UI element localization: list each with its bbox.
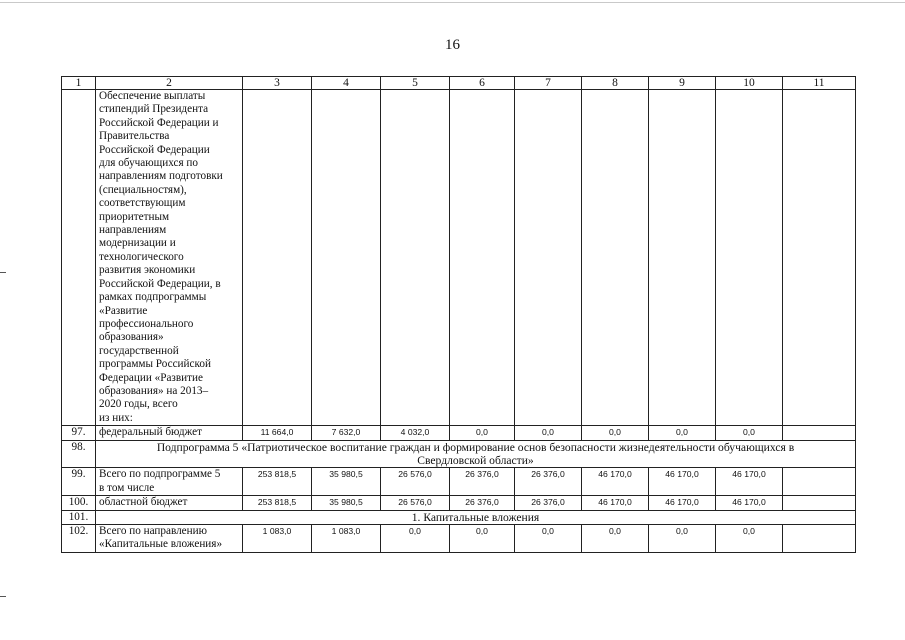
value-cell: 11 664,0 [243, 426, 312, 440]
item-name-line: (специальностям), [99, 183, 187, 196]
row-number: 102. [62, 525, 96, 553]
item-name [96, 525, 243, 553]
value-cell: 35 980,5 [312, 496, 381, 510]
item-name-line: направлениям [99, 224, 167, 237]
item-name-line: областной бюджет [99, 496, 188, 509]
row-number: 97. [62, 426, 96, 440]
table-row [62, 90, 856, 426]
column-header: 11 [783, 77, 856, 90]
value-cell [515, 90, 582, 426]
item-name-line: для обучающихся по [99, 157, 198, 170]
left-edge-mark [0, 596, 6, 597]
column-header: 10 [716, 77, 783, 90]
value-cell: 1 083,0 [243, 525, 312, 553]
value-cell: 46 170,0 [716, 468, 783, 496]
value-cell: 0,0 [582, 525, 649, 553]
item-name [96, 90, 243, 426]
column-header: 2 [96, 77, 243, 90]
column-header: 5 [381, 77, 450, 90]
column-header: 8 [582, 77, 649, 90]
value-cell [783, 525, 856, 553]
page-number: 16 [445, 37, 460, 53]
item-name-line: Российской Федерации [99, 143, 210, 156]
item-name-line: стипендий Президента [99, 103, 209, 116]
value-cell: 26 576,0 [381, 496, 450, 510]
header-row [62, 77, 856, 90]
budget-table [61, 76, 856, 553]
item-name-line: «Капитальные вложения» [99, 538, 223, 551]
item-name-line: Обеспечение выплаты [99, 90, 206, 102]
column-header: 9 [649, 77, 716, 90]
item-name-line: приоритетным [99, 210, 170, 223]
value-cell: 0,0 [582, 426, 649, 440]
row-number [62, 90, 96, 426]
column-header: 7 [515, 77, 582, 90]
item-name-line: модернизации и [99, 237, 176, 250]
item-name [96, 426, 243, 440]
value-cell [312, 90, 381, 426]
column-header: 6 [450, 77, 515, 90]
item-name-line: «Развитие [99, 304, 148, 317]
value-cell: 253 818,5 [243, 496, 312, 510]
item-name [96, 468, 243, 496]
value-cell: 7 632,0 [312, 426, 381, 440]
value-cell: 0,0 [716, 525, 783, 553]
item-name-line: государственной [99, 344, 179, 357]
value-cell: 1 083,0 [312, 525, 381, 553]
section-heading-line: Свердловской области» [417, 453, 534, 467]
value-cell: 46 170,0 [582, 468, 649, 496]
table-row [62, 525, 856, 553]
value-cell: 0,0 [515, 426, 582, 440]
value-cell: 0,0 [716, 426, 783, 440]
column-header: 1 [62, 77, 96, 90]
item-name [96, 496, 243, 510]
item-name-line: программы Российской [99, 358, 211, 371]
value-cell [783, 468, 856, 496]
item-name-line: рамках подпрограммы [99, 291, 207, 304]
value-cell: 26 376,0 [515, 468, 582, 496]
item-name-line: из них: [99, 411, 133, 424]
column-header: 4 [312, 77, 381, 90]
item-name-line: образования» [99, 331, 164, 344]
item-name-line: развития экономики [99, 264, 196, 277]
item-name-line: направлениям подготовки [99, 170, 223, 183]
value-cell [582, 90, 649, 426]
value-cell [450, 90, 515, 426]
value-cell [716, 90, 783, 426]
table-row [62, 468, 856, 496]
section-heading-line: 1. Капитальные вложения [411, 510, 540, 524]
item-name-line: соответствующим [99, 197, 186, 210]
table-row [62, 510, 856, 524]
section-heading-line: Подпрограмма 5 «Патриотическое воспитание граждан и формирование основ безопасности жизнедеятельности обучающихся в [156, 440, 795, 454]
item-name-line: технологического [99, 250, 184, 263]
value-cell: 46 170,0 [582, 496, 649, 510]
value-cell [783, 90, 856, 426]
item-name-line: в том числе [99, 481, 155, 494]
value-cell [381, 90, 450, 426]
value-cell: 0,0 [450, 525, 515, 553]
value-cell: 26 376,0 [450, 496, 515, 510]
item-name-line: Правительства [99, 130, 170, 143]
item-name-line: Российской Федерации, в [99, 277, 221, 290]
value-cell [243, 90, 312, 426]
row-number: 100. [62, 496, 96, 510]
value-cell: 46 170,0 [716, 496, 783, 510]
item-name-line: Федерации «Развитие [99, 371, 203, 384]
value-cell: 0,0 [450, 426, 515, 440]
value-cell: 0,0 [381, 525, 450, 553]
item-name-line: Всего по подпрограмме 5 [99, 468, 221, 481]
value-cell: 26 376,0 [515, 496, 582, 510]
item-name-line: 2020 годы, всего [99, 398, 178, 411]
column-header: 3 [243, 77, 312, 90]
table-body [62, 77, 856, 553]
value-cell: 0,0 [649, 426, 716, 440]
value-cell: 46 170,0 [649, 468, 716, 496]
row-number: 98. [62, 440, 96, 468]
value-cell: 4 032,0 [381, 426, 450, 440]
item-name-line: профессионального [99, 317, 194, 330]
row-number: 101. [62, 510, 96, 524]
scan-edge-line [0, 2, 905, 3]
value-cell: 26 376,0 [450, 468, 515, 496]
table-row [62, 440, 856, 468]
value-cell: 46 170,0 [649, 496, 716, 510]
value-cell [783, 496, 856, 510]
value-cell [783, 426, 856, 440]
table-row [62, 426, 856, 440]
value-cell [649, 90, 716, 426]
value-cell: 253 818,5 [243, 468, 312, 496]
section-heading [96, 510, 856, 524]
value-cell: 0,0 [649, 525, 716, 553]
row-number: 99. [62, 468, 96, 496]
item-name-line: федеральный бюджет [99, 426, 202, 439]
item-name-line: Российской Федерации и [99, 116, 219, 129]
value-cell: 26 576,0 [381, 468, 450, 496]
item-name-line: Всего по направлению [99, 525, 207, 537]
left-edge-mark [0, 272, 6, 273]
value-cell: 35 980,5 [312, 468, 381, 496]
section-heading [96, 440, 856, 468]
table-row [62, 496, 856, 510]
item-name-line: образования» на 2013– [99, 384, 209, 397]
value-cell: 0,0 [515, 525, 582, 553]
